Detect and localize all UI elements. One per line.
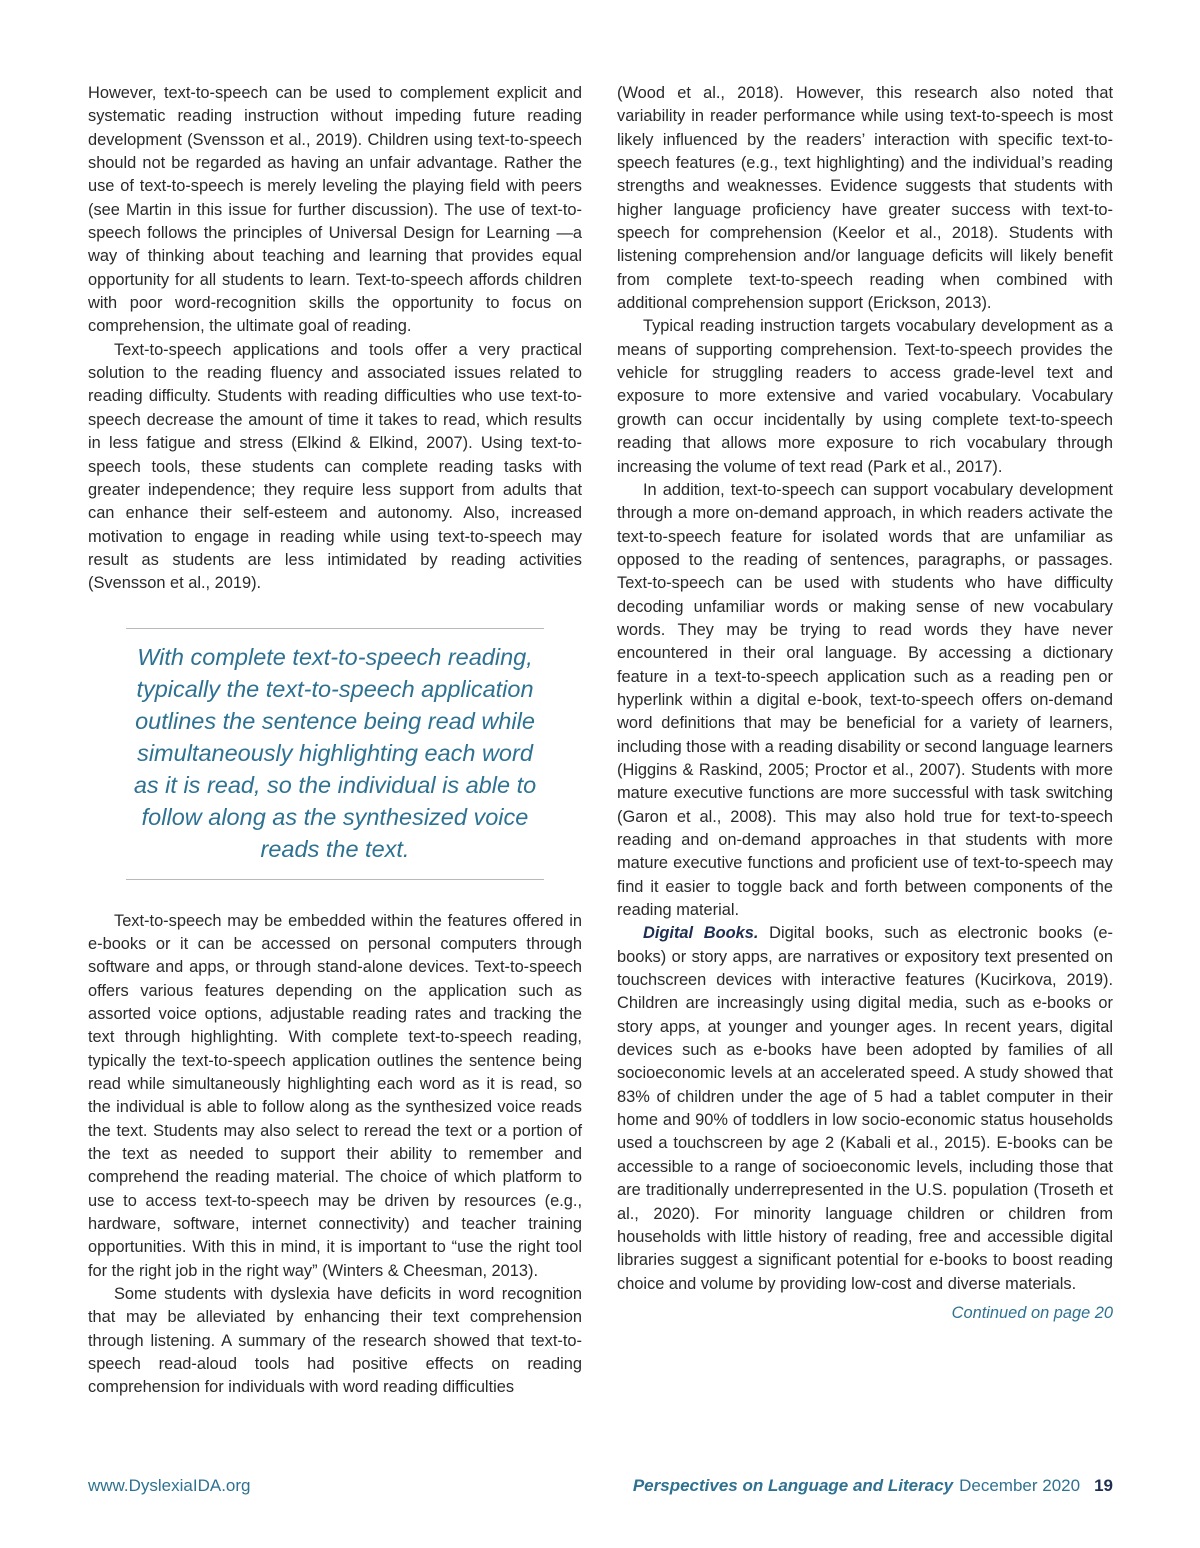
footer-publication — [633, 1476, 1113, 1496]
page-number: 19 — [1094, 1476, 1113, 1495]
body-paragraph: In addition, text-to-speech can support vocabulary development through a more on-demand approach, in which readers activate the text-to-speech feature for isolated words that are unfamiliar as opposed to the reading of sentences, paragraphs, or passages. Text-to-speech can be used with students who have difficulty decoding unfamiliar words or making sense of new vocabulary words. They may be trying to read words they have never encountered in their oral language. By accessing a dictionary feature in a text-to-speech application such as a reading pen or hyperlink within a digital e-book, text-to-speech offers on-demand word definitions that may be beneficial for a variety of learners, including those with a reading disability or second language learners (Higgins & Raskind, 2005; Proctor et al., 2007). Students with more mature executive functions are more successful with task switching (Garon et al., 2008). This may also hold true for text-to-speech reading and on-demand approaches in that students with more mature executive functions and proficient use of text-to-speech may find it easier to toggle back and forth between components of the reading material. — [617, 480, 1113, 920]
footer-website-link[interactable]: www.DyslexiaIDA.org — [88, 1476, 251, 1495]
issue-date: December 2020 — [959, 1476, 1081, 1495]
body-paragraph: However, text-to-speech can be used to complement explicit and systematic reading instruction without impeding future reading development (Svensson et al., 2019). Children using text-to-speech should not be regarded as having an unfair advantage. Rather the use of text-to-speech is merely leveling the playing field with peers (see Martin in this issue for further discussion). The use of text-to-speech follows the principles of Universal Design for Learning —a way of thinking about teaching and learning that provides equal opportunity for all students to learn. Text-to-speech affords children with poor word-recognition skills the opportunity to focus on comprehension, the ultimate goal of reading. — [88, 84, 582, 336]
left-column — [88, 82, 582, 1400]
page-footer — [88, 1476, 1113, 1500]
body-paragraph: Some students with dyslexia have deficits in word recognition that may be alleviated by enhancing their text comprehension through listening. A summary of the research showed that text-to-speech read-aloud tools had positive effects on reading comprehension for individuals with word reading difficulties — [88, 1285, 582, 1397]
continued-note: Continued on page 20 — [951, 1303, 1113, 1322]
body-paragraph — [617, 922, 1113, 1296]
body-paragraph: Text-to-speech may be embedded within the features offered in e-books or it can be accessed on personal computers through software and apps, or through stand-alone devices. Text-to-speech offers various features depending on the application such as assorted voice options, adjustable reading rates and tracking the text through highlighting. With complete text-to-speech reading, typically the text-to-speech application outlines the sentence being read while simultaneously highlighting each word as it is read, so the individual is able to follow along as the synthesized voice reads the text. Students may also select to reread the text or a portion of the text as needed to support their ability to remember and comprehend the reading material. The choice of which platform to use to access text-to-speech may be driven by resources (e.g., hardware, software, internet connectivity) and teacher training opportunities. With this in mind, it is important to “use the right tool for the right job in the right way” (Winters & Cheesman, 2013). — [88, 911, 582, 1280]
body-paragraph: Text-to-speech applications and tools offer a very practical solution to the reading fluency and associated issues related to reading difficulty. Students with reading difficulties who use text-to-speech decrease the amount of time it takes to read, which results in less fatigue and stress (Elkind & Elkind, 2007). Using text-to-speech tools, these students can complete reading tasks with greater independence; they require less support from adults that can enhance their self-esteem and autonomy. Also, increased motivation to engage in reading while using text-to-speech may result as students are less intimidated by reading activities (Svensson et al., 2019). — [88, 340, 582, 593]
pull-quote-text: With complete text-to-speech reading, typically the text-to-speech application outlines the sentence being read while simultaneously highlighting each word as it is read, so the individual is able to follow along as the synthesized voice reads the text. — [133, 643, 537, 862]
right-column — [617, 82, 1113, 1325]
body-paragraph-text: Digital books, such as electronic books (e-books) or story apps, are narratives or expository text presented on touchscreen devices with interactive features (Kucirkova, 2019). Children are increasingly using digital media, such as e-books or story apps, at younger and younger ages. In recent years, digital devices such as e-books have been adopted by families of all socioeconomic levels at an accelerated speed. A study showed that 83% of children under the age of 5 had a tablet computer in their home and 90% of toddlers in low socio-economic status households used a touchscreen by age 2 (Kabali et al., 2015). E-books can be accessible to a range of socioeconomic levels, including those that are traditionally underrepresented in the U.S. population (Troseth et al., 2020). For minority language children or children from households with little history of reading, free and accessible digital libraries suggest a significant potential for e-books to boost reading choice and volume by providing low-cost and diverse materials. — [617, 924, 1113, 1293]
journal-title: Perspectives on Language and Literacy — [632, 1476, 954, 1495]
pull-quote — [126, 628, 544, 880]
body-paragraph: (Wood et al., 2018). However, this research also noted that variability in reader performance while using text-to-speech is most likely influenced by the readers’ interaction with specific text-to-speech features (e.g., text highlighting) and the individual’s reading strengths and weaknesses. Evidence suggests that students with higher language proficiency have greater success with text-to-speech for comprehension (Keelor et al., 2018). Students with listening comprehension and/or language deficits will likely benefit from complete text-to-speech reading when combined with additional comprehension support (Erickson, 2013). — [617, 84, 1113, 313]
section-run-in-heading: Digital Books. — [643, 924, 759, 943]
body-paragraph: Typical reading instruction targets vocabulary development as a means of supporting comprehension. Text-to-speech provides the vehicle for struggling readers to access grade-level text and exposure to more extensive and varied vocabulary. Vocabulary growth can occur incidentally by using complete text-to-speech reading that allows more exposure to rich vocabulary through increasing the volume of text read (Park et al., 2017). — [617, 317, 1113, 476]
